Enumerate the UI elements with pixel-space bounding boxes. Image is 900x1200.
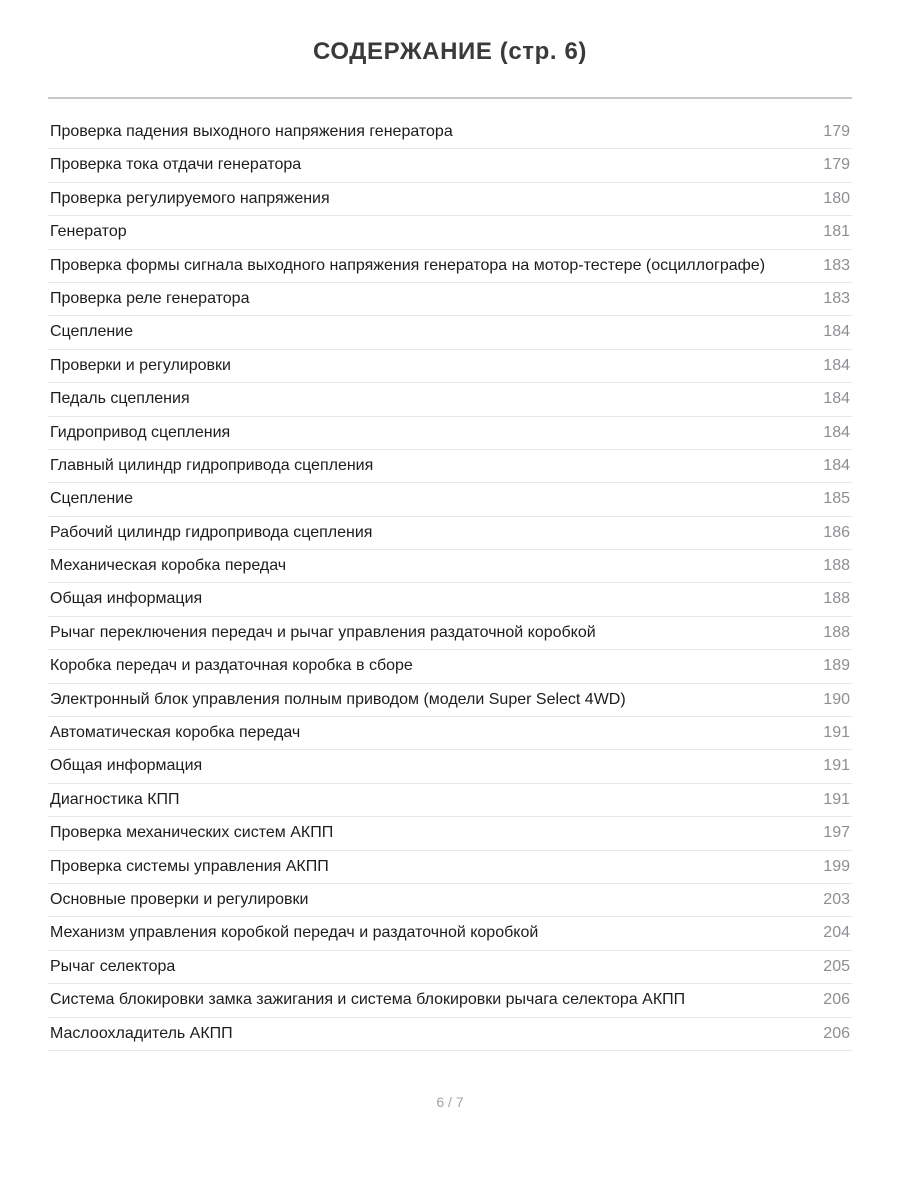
toc-item-page: 179 [823, 156, 850, 174]
toc-item[interactable] [48, 951, 852, 984]
toc-item[interactable] [48, 784, 852, 817]
toc-item-title: Маслоохладитель АКПП [50, 1024, 233, 1042]
toc-item-page: 206 [823, 991, 850, 1009]
toc-item[interactable] [48, 650, 852, 683]
toc-item-title: Рычаг селектора [50, 957, 176, 975]
toc-item-page: 188 [823, 623, 850, 641]
toc-item[interactable] [48, 550, 852, 583]
toc-item-title: Проверка механических систем АКПП [50, 824, 334, 842]
toc-item-title: Проверка формы сигнала выходного напряжения генератора на мотор-тестере (осциллографе) [50, 256, 766, 274]
toc-item-title: Проверка тока отдачи генератора [50, 156, 302, 174]
toc-item[interactable] [48, 216, 852, 249]
toc-item[interactable] [48, 684, 852, 717]
toc-item-page: 186 [823, 523, 850, 541]
toc-item-title: Электронный блок управления полным приводом (модели Super Select 4WD) [50, 690, 626, 708]
toc-item-page: 203 [823, 890, 850, 908]
toc-item[interactable] [48, 617, 852, 650]
toc-item-title: Гидропривод сцепления [50, 423, 231, 441]
toc-item-title: Проверка падения выходного напряжения генератора [50, 123, 453, 140]
toc-item[interactable] [48, 750, 852, 783]
toc-item-page: 184 [823, 456, 850, 474]
toc-item[interactable] [48, 250, 852, 283]
toc-item[interactable] [48, 517, 852, 550]
toc-item-title: Проверки и регулировки [50, 356, 231, 374]
toc-item[interactable] [48, 717, 852, 750]
toc-item-page: 184 [823, 423, 850, 441]
toc-item[interactable] [48, 283, 852, 316]
toc-item-title: Рычаг переключения передач и рычаг управления раздаточной коробкой [50, 623, 596, 641]
toc-item[interactable] [48, 583, 852, 616]
toc-item-page: 181 [823, 223, 850, 241]
toc-item[interactable] [48, 417, 852, 450]
page-indicator: 6 / 7 [436, 1093, 464, 1110]
toc-item-page: 191 [823, 724, 850, 742]
toc-item[interactable] [48, 316, 852, 349]
toc-item[interactable] [48, 851, 852, 884]
toc-item-page: 184 [823, 390, 850, 408]
toc-item-title: Общая информация [50, 757, 203, 775]
toc-item-title: Система блокировки замка зажигания и система блокировки рычага селектора АКПП [50, 991, 686, 1009]
toc-item[interactable] [48, 450, 852, 483]
toc-item-page: 204 [823, 924, 850, 942]
toc-item[interactable] [48, 383, 852, 416]
toc-item[interactable] [48, 917, 852, 950]
toc-item-page: 190 [823, 690, 850, 708]
toc-item-title: Основные проверки и регулировки [50, 890, 309, 908]
toc-item-title: Общая информация [50, 590, 203, 608]
toc-item-page: 191 [823, 757, 850, 775]
toc-item-page: 206 [823, 1024, 850, 1042]
toc-item-page: 197 [823, 824, 850, 842]
toc-item-title: Проверка регулируемого напряжения [50, 189, 330, 207]
toc-item-title: Главный цилиндр гидропривода сцепления [50, 456, 374, 474]
toc-item-page: 184 [823, 323, 850, 341]
toc-item-title: Проверка реле генератора [50, 289, 250, 307]
toc-item[interactable] [48, 350, 852, 383]
toc-item-title: Коробка передач и раздаточная коробка в сборе [50, 657, 413, 675]
toc-item[interactable] [48, 817, 852, 850]
toc-item-title: Проверка системы управления АКПП [50, 857, 329, 875]
toc-item[interactable] [48, 183, 852, 216]
toc-item-title: Диагностика КПП [50, 790, 180, 808]
toc-item-page: 189 [823, 657, 850, 675]
toc-item-title: Педаль сцепления [50, 390, 190, 408]
toc-item-title: Сцепление [50, 490, 134, 508]
toc-item-title: Сцепление [50, 323, 134, 341]
toc-item-page: 185 [823, 490, 850, 508]
toc-item-page: 183 [823, 289, 850, 307]
toc-item-page: 191 [823, 790, 850, 808]
toc-item-page: 188 [823, 557, 850, 575]
toc-item-page: 180 [823, 189, 850, 207]
toc-item-title: Механизм управления коробкой передач и раздаточной коробкой [50, 924, 539, 942]
toc-list [48, 99, 852, 1051]
toc-item-page: 199 [823, 857, 850, 875]
toc-item-title: Автоматическая коробка передач [50, 724, 301, 742]
toc-item[interactable] [48, 116, 852, 149]
toc-item-page: 179 [823, 123, 850, 140]
toc-item-page: 205 [823, 957, 850, 975]
page-title: СОДЕРЖАНИЕ (стр. 6) [313, 38, 587, 65]
toc-item-page: 183 [823, 256, 850, 274]
toc-item-page: 184 [823, 356, 850, 374]
toc-item[interactable] [48, 884, 852, 917]
toc-item-page: 188 [823, 590, 850, 608]
toc-item-title: Рабочий цилиндр гидропривода сцепления [50, 523, 373, 541]
toc-item[interactable] [48, 1018, 852, 1051]
toc-item[interactable] [48, 149, 852, 182]
toc-item-title: Генератор [50, 223, 127, 241]
toc-item-title: Механическая коробка передач [50, 557, 287, 575]
toc-item[interactable] [48, 483, 852, 516]
toc-item[interactable] [48, 984, 852, 1017]
